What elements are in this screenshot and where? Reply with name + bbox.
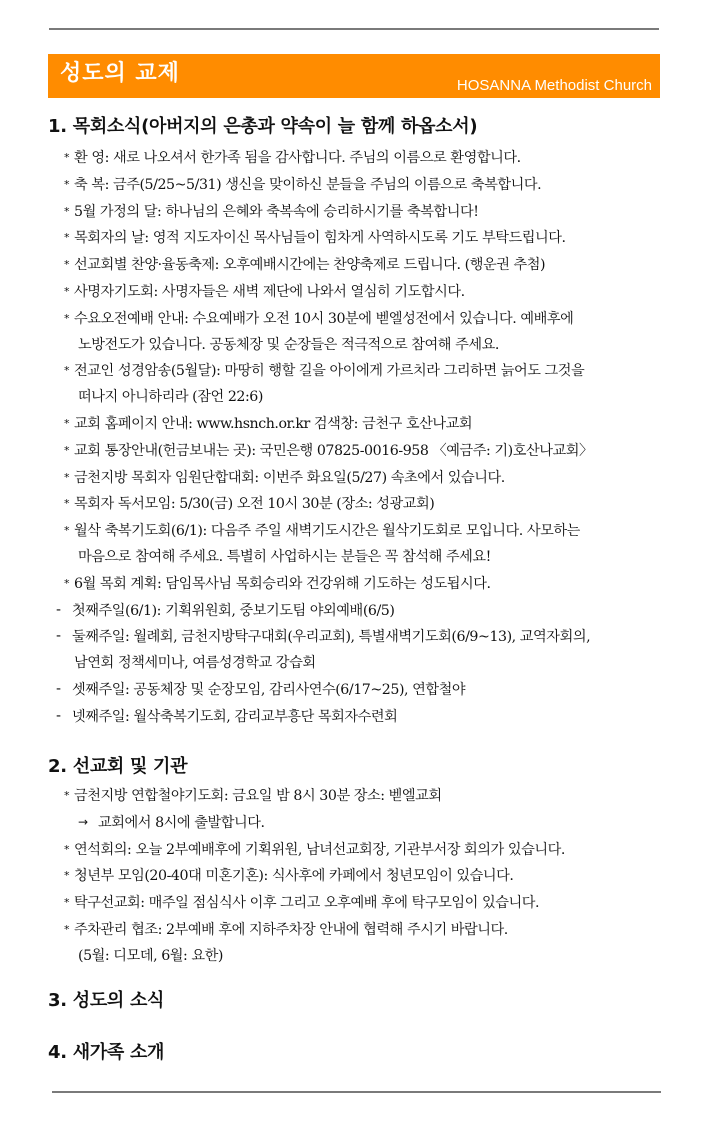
list-item: * 5월 가정의 달: 하나님의 은혜와 축복속에 승리하시기를 축복합니다! — [48, 199, 668, 226]
list-item: * 교회 통장안내(헌금보내는 곳): 국민은행 07825-0016-958 〈예금주: 기)호산나교회〉 — [48, 438, 668, 465]
asterisk-bullet-icon: * — [64, 416, 70, 430]
list-item: * 목회자 독서모임: 5/30(금) 오전 10시 30분 (장소: 성광교회) — [48, 491, 668, 518]
asterisk-bullet-icon: * — [64, 576, 70, 590]
asterisk-bullet-icon: * — [64, 204, 70, 218]
list-item: → 교회에서 8시에 출발합니다. — [48, 810, 668, 837]
bottom-divider — [52, 1091, 661, 1093]
asterisk-bullet-icon: * — [64, 284, 70, 298]
asterisk-bullet-icon: * — [64, 311, 70, 325]
list-item: * 금천지방 연합철야기도회: 금요일 밤 8시 30분 장소: 벧엘교회 — [48, 783, 668, 810]
list-item: * 교회 홈페이지 안내: www.hsnch.or.kr 검색창: 금천구 호산나교회 — [48, 411, 668, 438]
section-title-member-news: 3. 성도의 소식 — [48, 990, 165, 1011]
asterisk-bullet-icon: * — [64, 364, 70, 378]
arrow-right-icon: → — [78, 814, 88, 829]
banner-title: 성도의 교제 — [60, 61, 180, 86]
asterisk-bullet-icon: * — [64, 470, 70, 484]
list-item: * 사명자기도회: 사명자들은 새벽 제단에 나와서 열심히 기도합시다. — [48, 279, 668, 306]
asterisk-bullet-icon: * — [64, 231, 70, 245]
asterisk-bullet-icon: * — [64, 842, 70, 856]
asterisk-bullet-icon: * — [64, 922, 70, 936]
section-title-pastoral-news: 1. 목회소식(아버지의 은총과 약속이 늘 함께 하옵소서) — [48, 116, 478, 137]
list-item: * 탁구선교회: 매주일 점심식사 이후 그리고 오후예배 후에 탁구모임이 있습니다. — [48, 890, 668, 917]
asterisk-bullet-icon: * — [64, 869, 70, 883]
asterisk-bullet-icon: * — [64, 789, 70, 802]
list-item: - 둘째주일: 월례회, 금천지방탁구대회(우리교회), 특별새벽기도회(6/9~13), 교역자회의, 남연회 정책세미나, 여름성경학교 강습회 — [48, 624, 668, 677]
list-item: * 축 복: 금주(5/25~5/31) 생신을 맞이하신 분들을 주님의 이름으로 축복합니다. — [48, 172, 668, 199]
list-item: * 연석회의: 오늘 2부예배후에 기획위원, 남녀선교회장, 기관부서장 회의가 있습니다. — [48, 837, 668, 864]
bulletin-content — [48, 115, 668, 1063]
list-item: * 청년부 모임(20-40대 미혼기혼): 식사후에 카페에서 청년모임이 있습니다. — [48, 863, 668, 890]
list-item: - 첫째주일(6/1): 기획위원회, 중보기도팀 야외예배(6/5) — [48, 598, 668, 625]
pastoral-news-list — [48, 145, 668, 731]
section-banner — [48, 54, 660, 98]
top-divider — [49, 28, 659, 30]
asterisk-bullet-icon: * — [64, 151, 70, 164]
missions-list — [48, 783, 668, 970]
church-name: HOSANNA Methodist Church — [456, 77, 652, 94]
asterisk-bullet-icon: * — [64, 258, 70, 272]
list-item: - 셋째주일: 공동체장 및 순장모임, 감리사연수(6/17~25), 연합철야 — [48, 677, 668, 704]
list-item: * 주차관리 협조: 2부예배 후에 지하주차장 안내에 협력해 주시기 바랍니다. (5월: 디모데, 6월: 요한) — [48, 917, 668, 970]
list-item: * 수요오전예배 안내: 수요예배가 오전 10시 30분에 벧엘성전에서 있습니다. 예배후에 노방전도가 있습니다. 공동체장 및 순장들은 적극적으로 참여해 주세요. — [48, 306, 668, 359]
asterisk-bullet-icon: * — [64, 896, 70, 910]
list-item: * 목회자의 날: 영적 지도자이신 목사님들이 힘차게 사역하시도록 기도 부탁드립니다. — [48, 225, 668, 252]
list-item: - 넷째주일: 월삭축복기도회, 감리교부흥단 목회자수련회 — [48, 704, 668, 731]
list-item: * 전교인 성경암송(5월달): 마땅히 행할 길을 아이에게 가르치라 그리하면 늙어도 그것을 떠나지 아니하리라 (잠언 22:6) — [48, 358, 668, 411]
dash-bullet-icon: - — [56, 628, 61, 645]
list-item: * 6월 목회 계획: 담임목사님 목회승리와 건강위해 기도하는 성도됩시다. — [48, 571, 668, 598]
list-item: * 금천지방 목회자 임원단합대회: 이번주 화요일(5/27) 속초에서 있습니다. — [48, 465, 668, 492]
list-item: * 월삭 축복기도회(6/1): 다음주 주일 새벽기도시간은 월삭기도회로 모입니다. 사모하는 마음으로 참여해 주세요. 특별히 사업하시는 분들은 꼭 참석해 주세요! — [48, 518, 668, 571]
list-item: * 환 영: 새로 나오셔서 한가족 됨을 감사합니다. 주님의 이름으로 환영합니다. — [48, 145, 668, 172]
section-title-new-family: 4. 새가족 소개 — [48, 1042, 165, 1063]
dash-bullet-icon: - — [56, 680, 61, 697]
section-title-missions: 2. 선교회 및 기관 — [48, 756, 188, 777]
asterisk-bullet-icon: * — [64, 177, 70, 191]
asterisk-bullet-icon: * — [64, 524, 70, 538]
dash-bullet-icon: - — [56, 601, 61, 618]
dash-bullet-icon: - — [56, 707, 61, 724]
asterisk-bullet-icon: * — [64, 443, 70, 457]
list-item: * 선교회별 찬양·율동축제: 오후예배시간에는 찬양축제로 드립니다. (행운권 추첨) — [48, 252, 668, 279]
asterisk-bullet-icon: * — [64, 497, 70, 511]
